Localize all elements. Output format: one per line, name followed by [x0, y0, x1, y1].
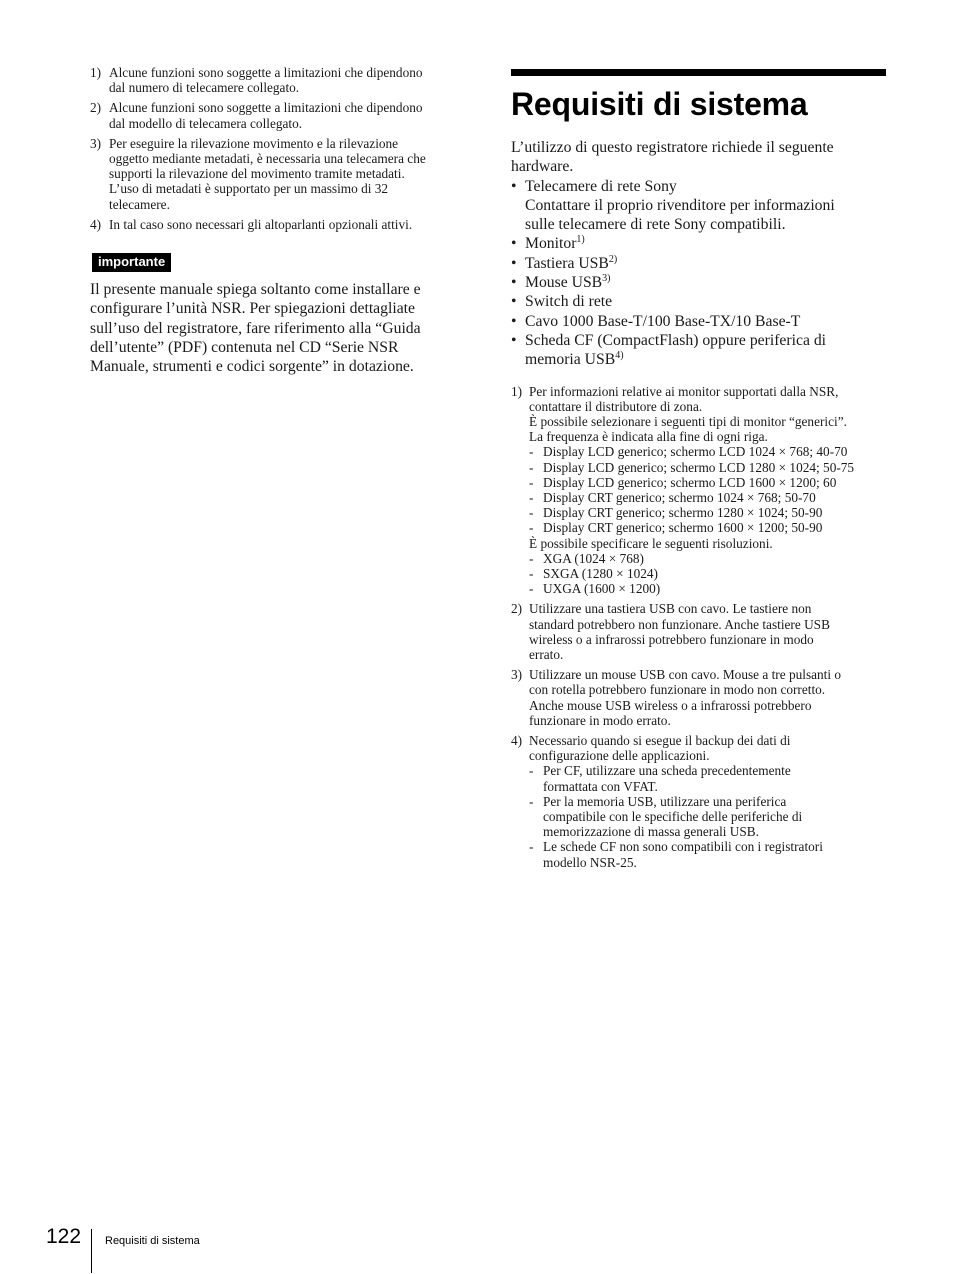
- footnote-line: L’uso di metadati è supportato per un massimo di 32: [109, 181, 389, 197]
- page-number: 122: [46, 1225, 82, 1248]
- footnote-number: 1): [90, 65, 102, 80]
- intro-line: hardware.: [511, 158, 574, 176]
- dash-text-line: compatibile con le specifiche delle periferiche di: [543, 809, 803, 825]
- hardware-item: [511, 254, 887, 273]
- dash-text: UXGA (1600 × 1200): [543, 581, 661, 597]
- hardware-item-line: Contattare il proprio rivenditore per informazioni: [525, 196, 835, 214]
- right-column: [511, 69, 887, 875]
- footnote-line: dal modello di telecamera collegato.: [109, 115, 303, 131]
- footnote-line: dal numero di telecamere collegato.: [109, 80, 300, 96]
- note-dash-item: [529, 839, 887, 869]
- dash-marker: -: [529, 474, 534, 490]
- hardware-item-line: Telecamere di rete Sony: [525, 177, 677, 195]
- note-line: funzionare in modo errato.: [529, 712, 671, 728]
- footnote-item: [90, 217, 468, 232]
- note-dash-item: [529, 566, 887, 581]
- bullet-marker: •: [511, 235, 517, 253]
- note-line: errato.: [529, 647, 564, 663]
- dash-text: Display CRT generico; schermo 1024 × 768; 50-70: [543, 489, 816, 505]
- note-dash-item: [529, 505, 887, 520]
- bullet-marker: •: [511, 312, 517, 330]
- dash-text: Display LCD generico; schermo LCD 1024 × 768; 40-70: [543, 444, 848, 460]
- note-number: 3): [511, 667, 523, 683]
- hardware-item: [511, 292, 887, 311]
- footnote-line: Alcune funzioni sono soggette a limitazioni che dipendono: [109, 100, 423, 116]
- dash-marker: -: [529, 444, 534, 460]
- dash-marker: -: [529, 489, 534, 505]
- dash-marker: -: [529, 520, 534, 536]
- footnote-line: telecamere.: [109, 196, 170, 212]
- hardware-item-line: Switch di rete: [525, 293, 613, 311]
- bullet-marker: •: [511, 293, 517, 311]
- footnote-ref: 2): [608, 253, 618, 265]
- note-line: È possibile selezionare i seguenti tipi di monitor “generici”.: [529, 413, 847, 429]
- footnote-line: In tal caso sono necessari gli altoparlanti opzionali attivi.: [109, 216, 413, 232]
- note-item: [511, 384, 887, 597]
- dash-marker: -: [529, 581, 534, 597]
- dash-text-line: Le schede CF non sono compatibili con i registratori: [543, 839, 823, 855]
- hardware-list: [511, 177, 887, 370]
- hardware-item-line: Monitor$^{1)}$: [525, 234, 585, 253]
- hardware-item: [511, 273, 887, 292]
- dash-text-line: modello NSR-25.: [543, 854, 637, 870]
- note-line: configurazione delle applicazioni.: [529, 748, 710, 764]
- footnote-list: [90, 65, 468, 232]
- intro-line: L’utilizzo di questo registratore richiede il seguente: [511, 139, 834, 156]
- footnote-item: [90, 136, 468, 212]
- footnote-number: 3): [90, 135, 102, 151]
- note-line: Necessario quando si esegue il backup dei dati di: [529, 733, 791, 749]
- footnote-line: Per eseguire la rilevazione movimento e la rilevazione: [109, 135, 399, 151]
- bullet-marker: •: [511, 331, 517, 349]
- note-number: 2): [511, 601, 523, 617]
- note-line: con rotella potrebbero funzionare in modo non corretto.: [529, 682, 826, 698]
- note-dash-item: [529, 794, 887, 840]
- note-dash-item: [529, 490, 887, 505]
- note-dash-item: [529, 520, 887, 535]
- hardware-item: [511, 312, 887, 331]
- note-line: È possibile specificare le seguenti risoluzioni.: [529, 535, 773, 551]
- note-dash-item: [529, 551, 887, 566]
- note-line: wireless o a infrarossi potrebbero funzionare in modo: [529, 631, 814, 647]
- paragraph-line: Il presente manuale spiega soltanto come installare e: [90, 281, 421, 299]
- paragraph-line: sull’uso del registratore, fare riferimento alla “Guida: [90, 319, 421, 337]
- left-column: [90, 65, 468, 377]
- hardware-item-line: sulle telecamere di rete Sony compatibili.: [525, 216, 786, 234]
- page-title: Requisiti di sistema: [511, 86, 808, 122]
- hardware-item-line: Tastiera USB$^{2)}$: [525, 253, 618, 272]
- footer-section-label: Requisiti di sistema: [105, 1235, 200, 1247]
- note-dash-item: [529, 763, 887, 793]
- dash-marker: -: [529, 505, 534, 521]
- paragraph-line: configurare l’unità NSR. Per spiegazioni dettagliate: [90, 300, 415, 318]
- footer-divider: [91, 1229, 92, 1273]
- dash-marker: -: [529, 763, 534, 779]
- bullet-marker: •: [511, 177, 517, 195]
- note-line: Per informazioni relative ai monitor supportati dalla NSR,: [529, 383, 839, 399]
- intro-paragraph: [511, 138, 887, 177]
- bullet-marker: •: [511, 274, 517, 292]
- footnote-line: oggetto mediante metadati, è necessaria una telecamera che: [109, 151, 426, 167]
- footnote-item: [90, 65, 468, 95]
- note-line: Anche mouse USB wireless o a infrarossi potrebbero: [529, 697, 812, 713]
- footnote-item: [90, 100, 468, 130]
- dash-marker: -: [529, 550, 534, 566]
- note-dash-item: [529, 581, 887, 596]
- paragraph-line: Manuale, strumenti e codici sorgente” in dotazione.: [90, 358, 414, 376]
- dash-text-line: memorizzazione di massa generali USB.: [543, 824, 760, 840]
- dash-text-line: Per la memoria USB, utilizzare una periferica: [543, 793, 787, 809]
- note-dash-item: [529, 475, 887, 490]
- note-dash-item: [529, 444, 887, 459]
- footnote-number: 2): [90, 100, 102, 116]
- important-paragraph: [90, 280, 468, 376]
- dash-text: Display CRT generico; schermo 1600 × 1200; 50-90: [543, 520, 823, 536]
- hardware-item: [511, 234, 887, 253]
- hardware-item-line: Cavo 1000 Base-T/100 Base-TX/10 Base-T: [525, 312, 801, 330]
- dash-text-line: Per CF, utilizzare una scheda precedentemente: [543, 763, 791, 779]
- footnote-ref: 1): [576, 234, 585, 246]
- note-line: standard potrebbero non funzionare. Anche tastiere USB: [529, 616, 830, 632]
- hardware-item-line: memoria USB$^{4)}$: [525, 350, 624, 369]
- note-line: contattare il distributore di zona.: [529, 398, 703, 414]
- dash-text-line: formattata con VFAT.: [543, 778, 658, 794]
- footnote-line: Alcune funzioni sono soggette a limitazioni che dipendono: [109, 65, 423, 80]
- note-dash-item: [529, 460, 887, 475]
- title-rule: [511, 69, 886, 76]
- dash-marker: -: [529, 459, 534, 475]
- paragraph-line: dell’utente” (PDF) contenuta nel CD “Serie NSR: [90, 338, 399, 356]
- dash-text: Display CRT generico; schermo 1280 × 1024; 50-90: [543, 505, 823, 521]
- hardware-item-line: Mouse USB$^{3)}$: [525, 273, 611, 292]
- note-line: La frequenza è indicata alla fine di ogni riga.: [529, 429, 768, 445]
- dash-marker: -: [529, 839, 534, 855]
- dash-marker: -: [529, 566, 534, 581]
- footnote-line: supporti la rilevazione del movimento tramite metadati.: [109, 166, 405, 182]
- footnote-number: 4): [90, 216, 102, 232]
- dash-marker: -: [529, 793, 534, 809]
- importante-badge: importante: [92, 253, 171, 272]
- note-line: Utilizzare una tastiera USB con cavo. Le tastiere non: [529, 601, 812, 617]
- dash-text: SXGA (1280 × 1024): [543, 566, 658, 581]
- hardware-item: [511, 177, 887, 235]
- hardware-item-line: Scheda CF (CompactFlash) oppure periferica di: [525, 331, 827, 349]
- note-line: Utilizzare un mouse USB con cavo. Mouse a tre pulsanti o: [529, 667, 842, 683]
- note-item: [511, 667, 887, 728]
- hardware-item: [511, 331, 887, 370]
- dash-text: Display LCD generico; schermo LCD 1600 × 1200; 60: [543, 474, 837, 490]
- note-item: [511, 601, 887, 662]
- dash-text: Display LCD generico; schermo LCD 1280 × 1024; 50-75: [543, 459, 855, 475]
- note-number: 1): [511, 383, 523, 399]
- notes-list: [511, 384, 887, 870]
- footnote-ref: 3): [602, 273, 611, 285]
- dash-text: XGA (1024 × 768): [543, 550, 644, 566]
- bullet-marker: •: [511, 254, 517, 272]
- note-number: 4): [511, 733, 523, 749]
- footnote-ref: 4): [615, 350, 624, 362]
- note-item: [511, 733, 887, 870]
